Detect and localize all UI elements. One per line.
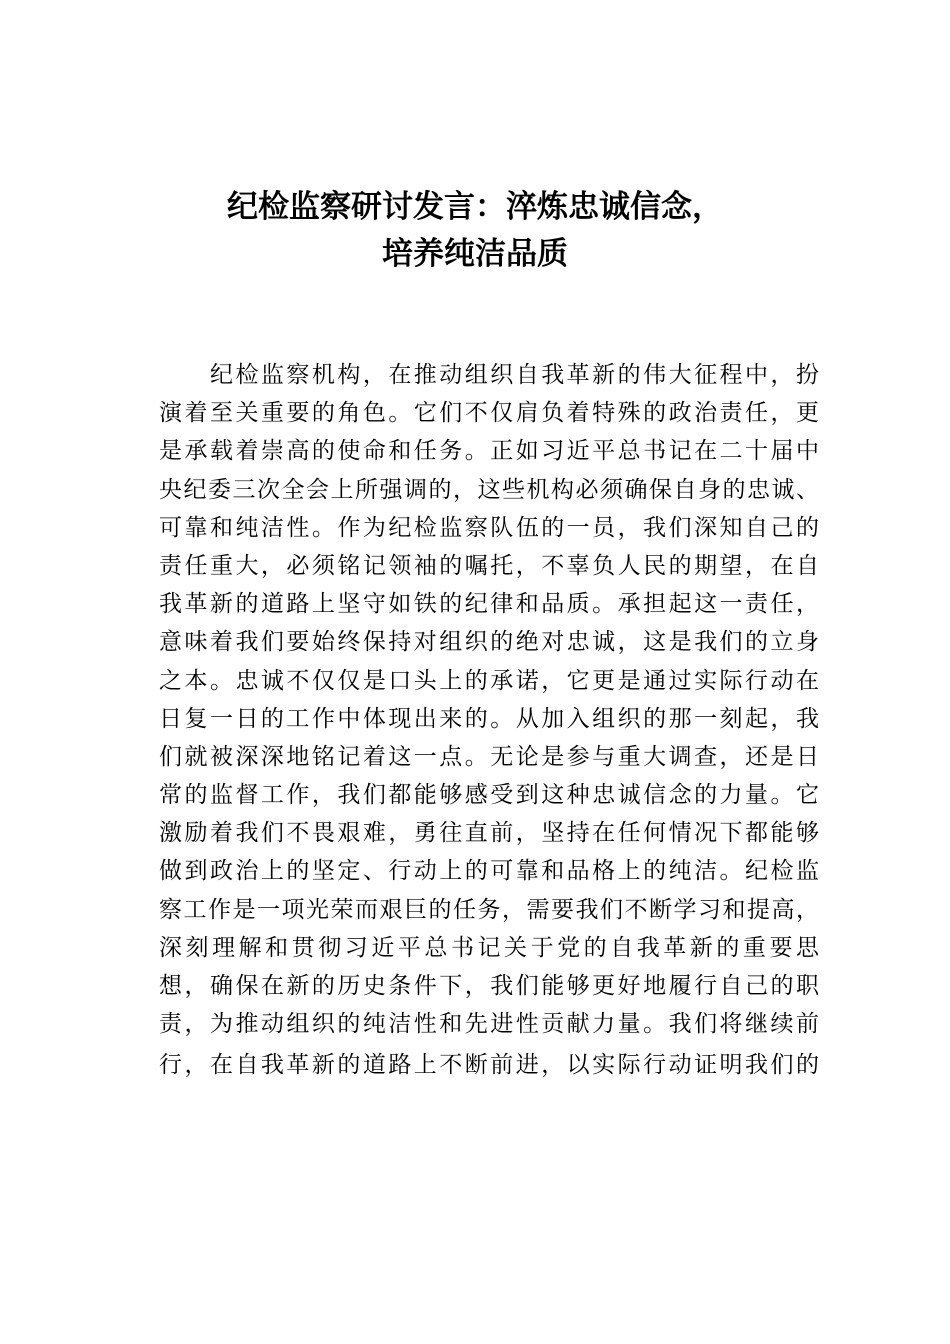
body-line: 们就被深深地铭记着这一点。无论是参与重大调查，还是日 [159,743,819,770]
body-line: 是承载着崇高的使命和任务。正如习近平总书记在二十届中 [159,438,819,465]
body-line: 责，为推动组织的纯洁性和先进性贡献力量。我们将继续前 [159,1011,819,1038]
body-line: 日复一日的工作中体现出来的。从加入组织的那一刻起，我 [159,705,819,732]
body-line: 行，在自我革新的道路上不断前进，以实际行动证明我们的 [159,1052,819,1079]
body-line: 演着至关重要的角色。它们不仅肩负着特殊的政治责任，更 [159,400,819,427]
body-line: 责任重大，必须铭记领袖的嘱托，不辜负人民的期望，在自 [159,552,819,579]
body-line: 之本。忠诚不仅仅是口头上的承诺，它更是通过实际行动在 [159,667,819,694]
body-line: 想，确保在新的历史条件下，我们能够更好地履行自己的职 [159,973,819,999]
document-title [0,184,950,278]
body-line: 意味着我们要始终保持对组织的绝对忠诚，这是我们的立身 [159,629,819,656]
body-line: 激励着我们不畏艰难，勇往直前，坚持在任何情况下都能够 [159,820,819,847]
body-line: 央纪委三次全会上所强调的，这些机构必须确保自身的忠诚、 [159,476,819,503]
title-line-1: 纪检监察研讨发言：淬炼忠诚信念， [227,189,723,225]
body-line: 纪检监察机构，在推动组织自我革新的伟大征程中，扮 [159,362,819,388]
body-line: 做到政治上的坚定、行动上的可靠和品格上的纯洁。纪检监 [159,858,819,885]
body-line: 我革新的道路上坚守如铁的纪律和品质。承担起这一责任， [159,591,819,618]
title-line-2: 培养纯洁品质 [382,236,568,272]
body-line: 察工作是一项光荣而艰巨的任务，需要我们不断学习和提高， [159,896,819,923]
body-line: 深刻理解和贯彻习近平总书记关于党的自我革新的重要思 [159,934,819,961]
body-line: 可靠和纯洁性。作为纪检监察队伍的一员，我们深知自己的 [159,514,819,541]
body-paragraph [159,356,819,1085]
body-line: 常的监督工作，我们都能够感受到这种忠诚信念的力量。它 [159,782,819,809]
